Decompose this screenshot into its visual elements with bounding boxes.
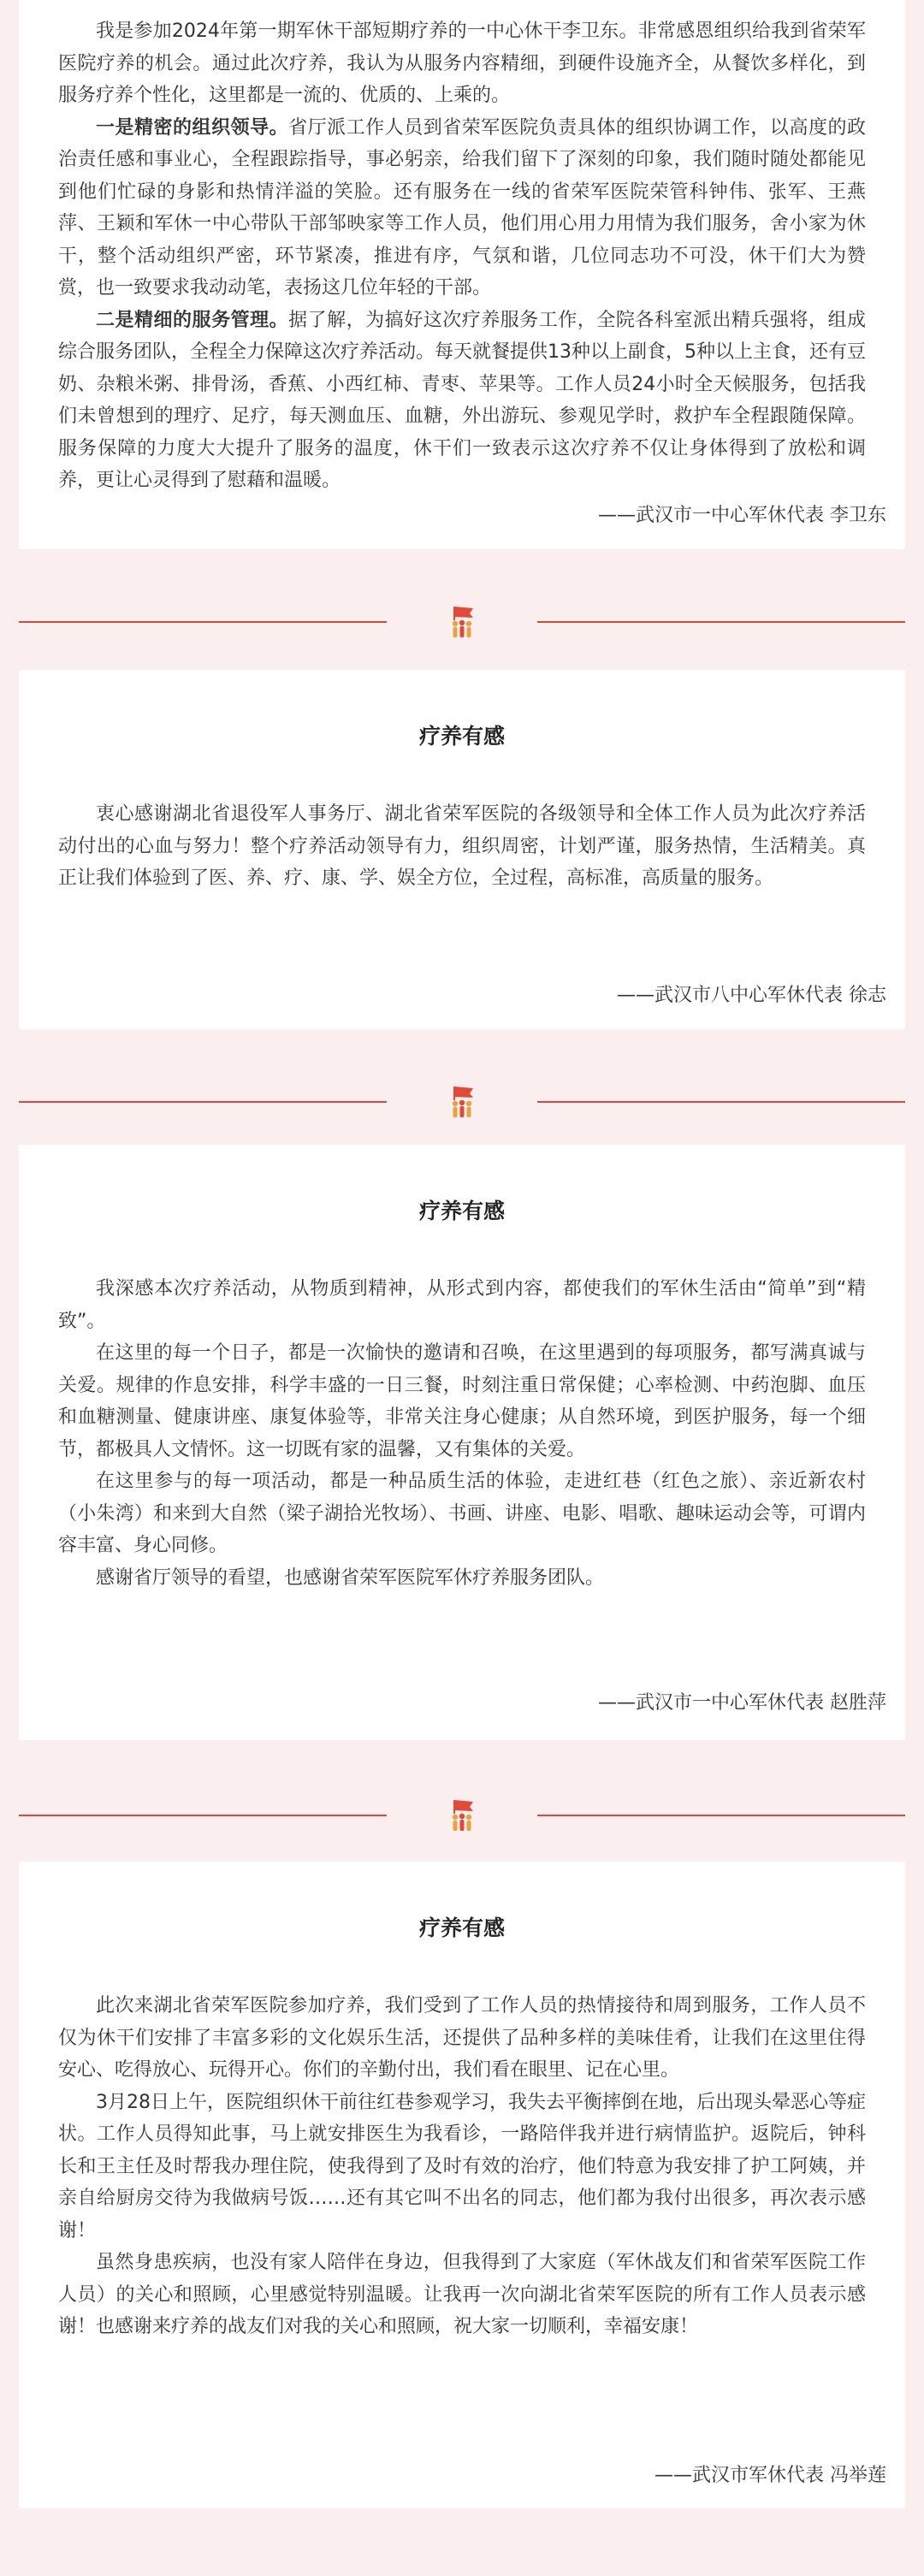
divider-line-left <box>19 1815 387 1816</box>
divider-line-left <box>19 1101 387 1103</box>
card-paragraph: 感谢省厅领导的看望，也感谢省荣军医院军休疗养服务团队。 <box>96 1566 605 1589</box>
red-flag-people-icon <box>444 1798 480 1833</box>
section-divider <box>19 605 905 639</box>
signature: ——武汉市一中心军休代表 赵胜萍 <box>598 1692 886 1714</box>
signature: ——武汉市一中心军休代表 李卫东 <box>598 505 886 526</box>
paragraph-heading: 一是精密的组织领导。 <box>96 116 289 139</box>
card-paragraph: 我是参加2024年第一期军休干部短期疗养的一中心休干李卫东。非常感恩组织给我到省荣军医院疗养的机会。通过此次疗养，我认为从服务内容精细，到硬件设施齐全，从餐饮多样化，到服务疗养个性化，这里都是一流的、优质的、上乘的。 <box>58 21 866 106</box>
signature: ——武汉市八中心军休代表 徐志 <box>617 985 886 1006</box>
card-title: 疗养有感 <box>418 1199 505 1223</box>
card-title: 疗养有感 <box>418 724 505 749</box>
testimony-card-1 <box>19 0 905 549</box>
divider-line-left <box>19 621 387 623</box>
card-paragraph <box>58 305 866 497</box>
card-paragraph: 虽然身患疾病，也没有家人陪伴在身边，但我得到了大家庭（军休战友们和省荣军医院工作人员）的关心和照顾，心里感觉特别温暖。让我再一次向湖北省荣军医院的所有工作人员表示感谢！也感谢来疗养的战友们对我的关心和照顾，祝大家一切顺利，幸福安康！ <box>58 2252 866 2337</box>
section-divider <box>19 1798 905 1833</box>
card-paragraph: 此次来湖北省荣军医院参加疗养，我们受到了工作人员的热情接待和周到服务，工作人员不仅为休干们安排了丰富多彩的文化娱乐生活，还提供了品种多样的美味佳肴，让我们在这里住得安心、吃得放心、玩得开心。你们的辛勤付出，我们看在眼里、记在心里。 <box>58 1995 866 2081</box>
signature: ——武汉市军休代表 冯举莲 <box>654 2465 886 2486</box>
red-flag-people-icon <box>444 1085 480 1119</box>
section-divider <box>19 1085 905 1119</box>
card-paragraph: 3月28日上午，医院组织休干前往红巷参观学习，我失去平衡摔倒在地，后出现头晕恶心等症状。工作人员得知此事，马上就安排医生为我看诊，一路陪伴我并进行病情监护。返院后，钟科长和王主任及时帮我办理住院，使我得到了及时有效的治疗，他们特意为我安排了护工阿姨，并亲自给厨房交待为我做病号饭……还有其它叫不出名的同志，他们都为我付出很多，再次表示感谢！ <box>58 2091 866 2241</box>
paragraph-heading: 二是精细的服务管理。 <box>96 309 289 331</box>
card-paragraph: 我深感本次疗养活动，从物质到精神，从形式到内容，都使我们的军休生活由“简单”到“精致”。 <box>58 1278 866 1332</box>
paragraph-text: 省厅派工作人员到省荣军医院负责具体的组织协调工作，以高度的政治责任感和事业心，全程跟踪指导，事必躬亲，给我们留下了深刻的印象，我们随时随处都能见到他们忙碌的身影和热情洋溢的笑脸。还有服务在一线的省荣军医院荣管科钟伟、张军、王燕萍、王颖和军休一中心带队干部邹映家等工作人员，他们用心用力用情为我们服务，舍小家为休干，整个活动组织严密，环节紧凑，推进有序，气氛和谐，几位同志功不可没，休干们大为赞赏，也一致要求我动动笔，表扬这几位年轻的干部。 <box>58 116 866 299</box>
card-paragraph: 在这里的每一个日子，都是一次愉快的邀请和召唤，在这里遇到的每项服务，都写满真诚与关爱。规律的作息安排，科学丰盛的一日三餐，时刻注重日常保健；心率检测、中药泡脚、血压和血糖测量、健康讲座、康复体验等，非常关注身心健康；从自然环境，到医护服务，每一个细节，都极具人文情怀。这一切既有家的温馨，又有集体的关爱。 <box>58 1342 866 1460</box>
testimony-card-3 <box>19 1145 905 1740</box>
divider-line-right <box>537 621 905 623</box>
testimony-card-4 <box>19 1862 905 2508</box>
divider-line-right <box>537 1101 905 1103</box>
card-title: 疗养有感 <box>418 1916 505 1940</box>
card-paragraph <box>58 112 866 305</box>
card-paragraph: 衷心感谢湖北省退役军人事务厅、湖北省荣军医院的各级领导和全体工作人员为此次疗养活动付出的心血与努力！整个疗养活动领导有力，组织周密，计划严谨，服务热情，生活精美。真正让我们体验到了医、养、疗、康、学、娱全方位，全过程，高标准，高质量的服务。 <box>58 803 866 889</box>
divider-line-right <box>537 1815 905 1816</box>
testimony-card-2 <box>19 670 905 1029</box>
card-paragraph: 在这里参与的每一项活动，都是一种品质生活的体验，走进红巷（红色之旅）、亲近新农村（小朱湾）和来到大自然（梁子湖拾光牧场）、书画、讲座、电影、唱歌、趣味运动会等，可谓内容丰富、身心同修。 <box>58 1471 866 1556</box>
red-flag-people-icon <box>444 605 480 639</box>
paragraph-text: 据了解，为搞好这次疗养服务工作，全院各科室派出精兵强将，组成综合服务团队，全程全力保障这次疗养活动。每天就餐提供13种以上副食，5种以上主食，还有豆奶、杂粮米粥、排骨汤，香蕉、小西红柿、青枣、苹果等。工作人员24小时全天候服务，包括我们未曾想到的理疗、足疗，每天测血压、血糖，外出游玩、参观见学时，救护车全程跟随保障。服务保障的力度大大提升了服务的温度，休干们一致表示这次疗养不仅让身体得到了放松和调养，更让心灵得到了慰藉和温暖。 <box>58 309 866 491</box>
